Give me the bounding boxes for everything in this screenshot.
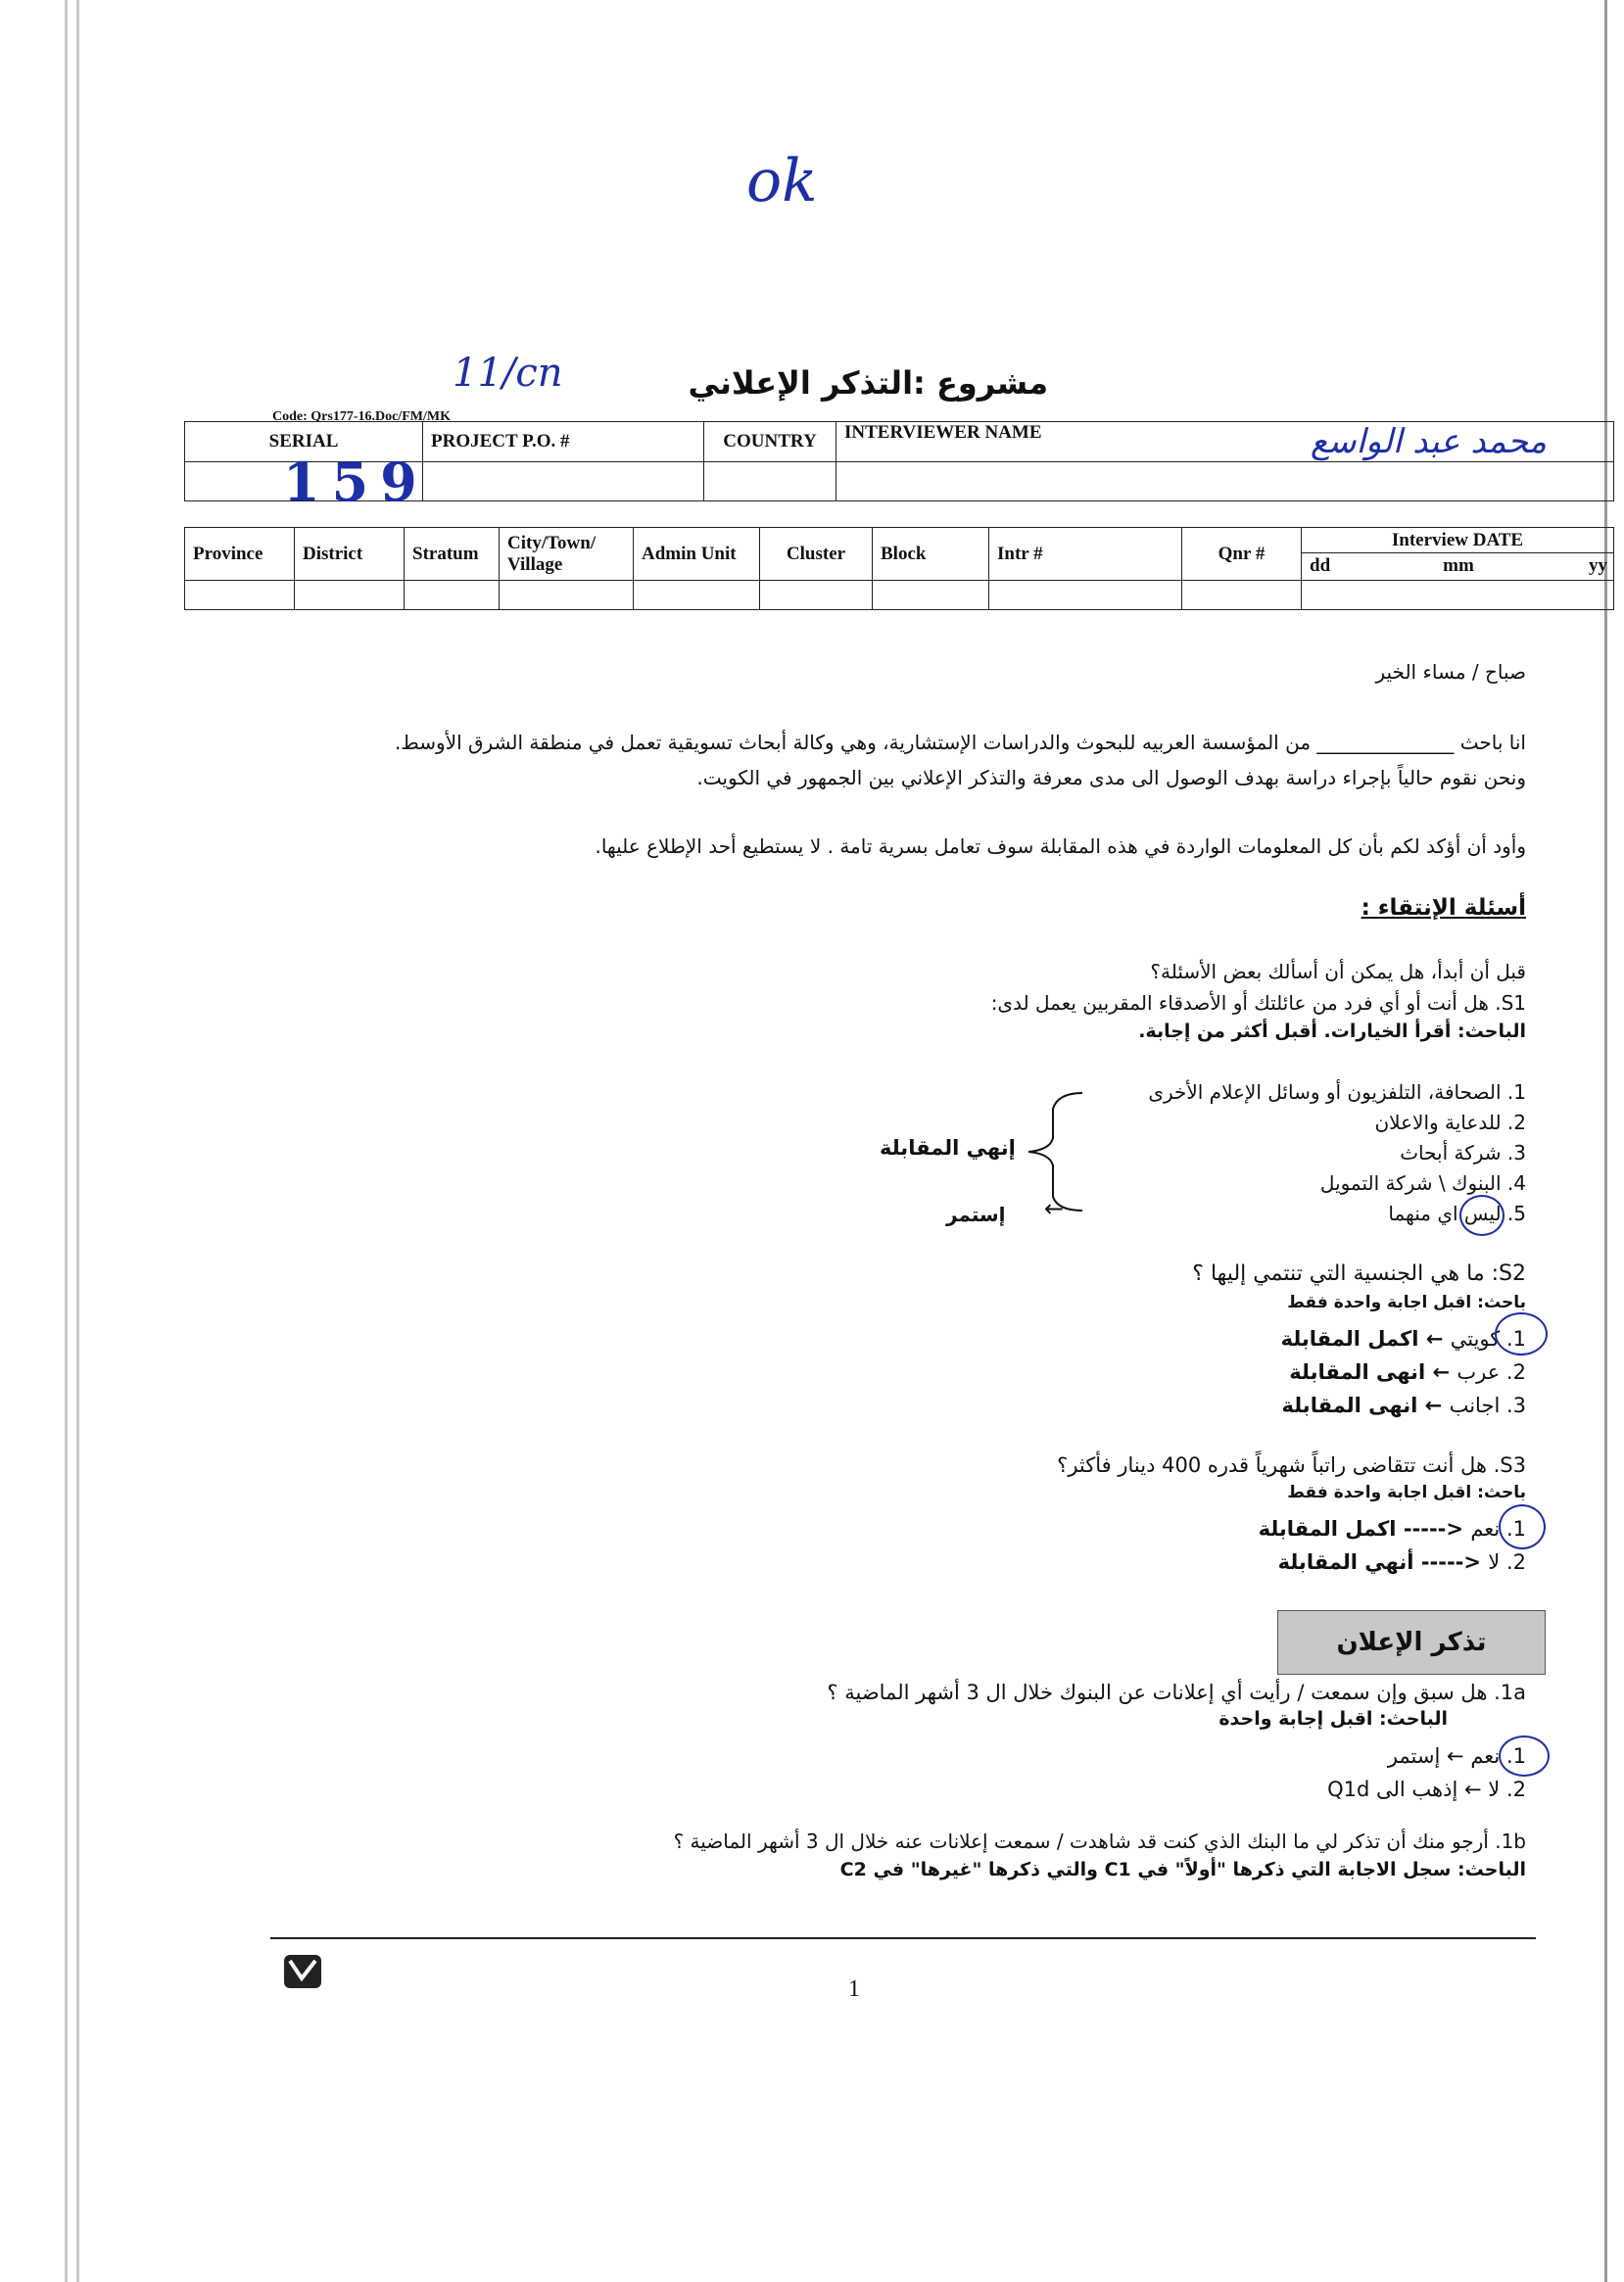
country-header: COUNTRY (704, 422, 836, 462)
qnr-header: Qnr # (1182, 528, 1302, 581)
cluster-header: Cluster (760, 528, 873, 581)
page-number: 1 (848, 1976, 860, 2002)
footer-rule (270, 1937, 1536, 1939)
s1-option-4[interactable]: 4. البنوك \ شركة التمويل (1319, 1171, 1526, 1195)
q1b-instruction: الباحث: سجل الاجابة التي ذكرها "أولاً" في C1 والتي ذكرها "غيرها" في C2 (839, 1859, 1526, 1880)
serial-header: SERIAL (185, 422, 423, 462)
interviewer-name-header (836, 422, 1614, 462)
serial-handwritten: 159 (283, 451, 429, 513)
mm-label: mm (1443, 555, 1474, 576)
document-title: مشروع :التذكر الإعلاني (688, 364, 1048, 402)
s1-instruction: الباحث: أقرأ الخيارات. أقبل أكثر من إجابة. (1138, 1021, 1526, 1042)
s3-option-1[interactable]: 1. نعم -----> اكمل المقابلة (1258, 1517, 1526, 1541)
identification-table (184, 421, 1614, 513)
block-cells[interactable] (873, 581, 989, 610)
question-1b: 1b. أرجو منك أن تذكر لي ما البنك الذي كنت قد شاهدت / سمعت إعلانات عنه خلال ال 3 أشهر الماضية ؟ (673, 1830, 1526, 1853)
s1-option-3[interactable]: 3. شركة أبحاث (1400, 1141, 1526, 1165)
q1a-options (1327, 1739, 1526, 1806)
cluster-cells[interactable] (760, 581, 873, 610)
intro-line-3: وأود أن أؤكد لكم بأن كل المعلومات الواردة في هذه المقابلة سوف تعامل بسرية تامة . لا يستطيع أحد الإطلاع عليها. (595, 834, 1526, 858)
binder-edge (65, 0, 68, 2282)
s2-option-3[interactable]: 3. اجانب ← انهى المقابلة (1281, 1394, 1526, 1417)
interviewer-name-handwritten: محمد عبد الواسع (1310, 422, 1547, 461)
district-cells[interactable] (295, 581, 405, 610)
location-table (184, 527, 1614, 610)
s1-continue: إستمر (946, 1203, 1006, 1226)
dd-label: dd (1310, 555, 1331, 576)
interview-date-header (1302, 528, 1614, 581)
s1-continue-arrow-icon: ← (1044, 1195, 1065, 1222)
greeting: صباح / مساء الخير (1375, 660, 1526, 684)
s1-option-2[interactable]: 2. للدعاية والاعلان (1374, 1111, 1526, 1134)
block-header: Block (873, 528, 989, 581)
question-s2: S2: ما هي الجنسية التي تنتمي إليها ؟ (1192, 1261, 1526, 1286)
binder-edge (76, 0, 79, 2282)
admin-unit-cells[interactable] (634, 581, 760, 610)
screening-intro: قبل أن أبدأ، هل يمكن أن أسألك بعض الأسئلة؟ (1150, 960, 1526, 983)
q1a-option-2[interactable]: 2. لا ← إذهب الى Q1d (1327, 1778, 1526, 1801)
screening-heading: أسئلة الإنتقاء : (1361, 895, 1526, 921)
intr-cells[interactable] (989, 581, 1182, 610)
s3-options (1259, 1512, 1526, 1579)
handwritten-page-mark: 11/cn (453, 351, 563, 396)
document-code: Code: Qrs177-16.Doc/FM/MK (272, 409, 451, 424)
intro-line-1: انا باحث ______________ من المؤسسة العربيه للبحوث والدراسات الإستشارية، وهي وكالة أبحاث تسويقية تعمل في منطقة الشرق الأوسط. (394, 731, 1526, 754)
city-header: City/Town/ Village (500, 528, 634, 581)
province-cells[interactable] (185, 581, 295, 610)
country-cells[interactable] (704, 462, 836, 501)
stratum-header: Stratum (405, 528, 500, 581)
s2-option-1[interactable]: 1. كويتي ← اكمل المقابلة (1280, 1327, 1526, 1351)
s3-option-2[interactable]: 2. لا -----> أنهي المقابلة (1277, 1550, 1526, 1574)
interviewer-name-cell[interactable] (836, 462, 1614, 501)
intro-line-2: ونحن نقوم حالياً بإجراء دراسة بهدف الوصول الى مدى معرفة والتذكر الإعلاني بين الجمهور في الكويت. (696, 766, 1526, 789)
project-po-header: PROJECT P.O. # (423, 422, 704, 462)
s2-option-2[interactable]: 2. عرب ← انهى المقابلة (1289, 1360, 1526, 1384)
project-cells[interactable] (423, 462, 704, 501)
s2-selection-circle (1495, 1312, 1548, 1355)
q1a-option-1[interactable]: 1. نعم ← إستمر (1387, 1744, 1526, 1768)
city-cells[interactable] (500, 581, 634, 610)
s3-selection-circle (1499, 1504, 1546, 1549)
interview-date-label: Interview DATE (1302, 529, 1613, 553)
question-1a: 1a. هل سبق وإن سمعت / رأيت أي إعلانات عن البنوك خلال ال 3 أشهر الماضية ؟ (827, 1681, 1526, 1704)
q1a-selection-circle (1499, 1735, 1550, 1777)
stratum-cells[interactable] (405, 581, 500, 610)
ad-recall-heading: تذكر الإعلان (1277, 1610, 1546, 1675)
s1-selection-circle (1459, 1195, 1505, 1236)
question-s1: S1. هل أنت أو أي فرد من عائلتك أو الأصدقاء المقربين يعمل لدى: (990, 991, 1526, 1015)
intr-header: Intr # (989, 528, 1182, 581)
yy-label: yy (1588, 555, 1607, 576)
question-s3: S3. هل أنت تتقاضى راتباً شهرياً قدره 400 دينار فأكثر؟ (1057, 1453, 1526, 1477)
s1-option-1[interactable]: 1. الصحافة، التلفزيون أو وسائل الإعلام الأخرى (1148, 1080, 1526, 1104)
admin-unit-header: Admin Unit (634, 528, 760, 581)
s3-instruction: باحث: اقبل اجابة واحدة فقط (1287, 1483, 1526, 1502)
s2-instruction: باحث: اقبل اجابة واحدة فقط (1287, 1293, 1526, 1312)
binder-edge (1604, 0, 1607, 2282)
s1-option-5[interactable]: 5. ليس اي منهما (1388, 1202, 1526, 1225)
interviewer-name-label: INTERVIEWER NAME (844, 422, 1042, 443)
province-header: Province (185, 528, 295, 581)
date-cells[interactable] (1302, 581, 1614, 610)
qnr-cells[interactable] (1182, 581, 1302, 610)
s1-terminate: إنهي المقابلة (880, 1136, 1016, 1160)
q1a-instruction: الباحث: اقبل إجابة واحدة (1218, 1708, 1448, 1730)
company-logo-icon (282, 1949, 325, 1992)
s2-options (1281, 1322, 1526, 1422)
district-header: District (295, 528, 405, 581)
serial-cells[interactable] (185, 451, 429, 513)
handwritten-ok: ok (746, 147, 818, 215)
